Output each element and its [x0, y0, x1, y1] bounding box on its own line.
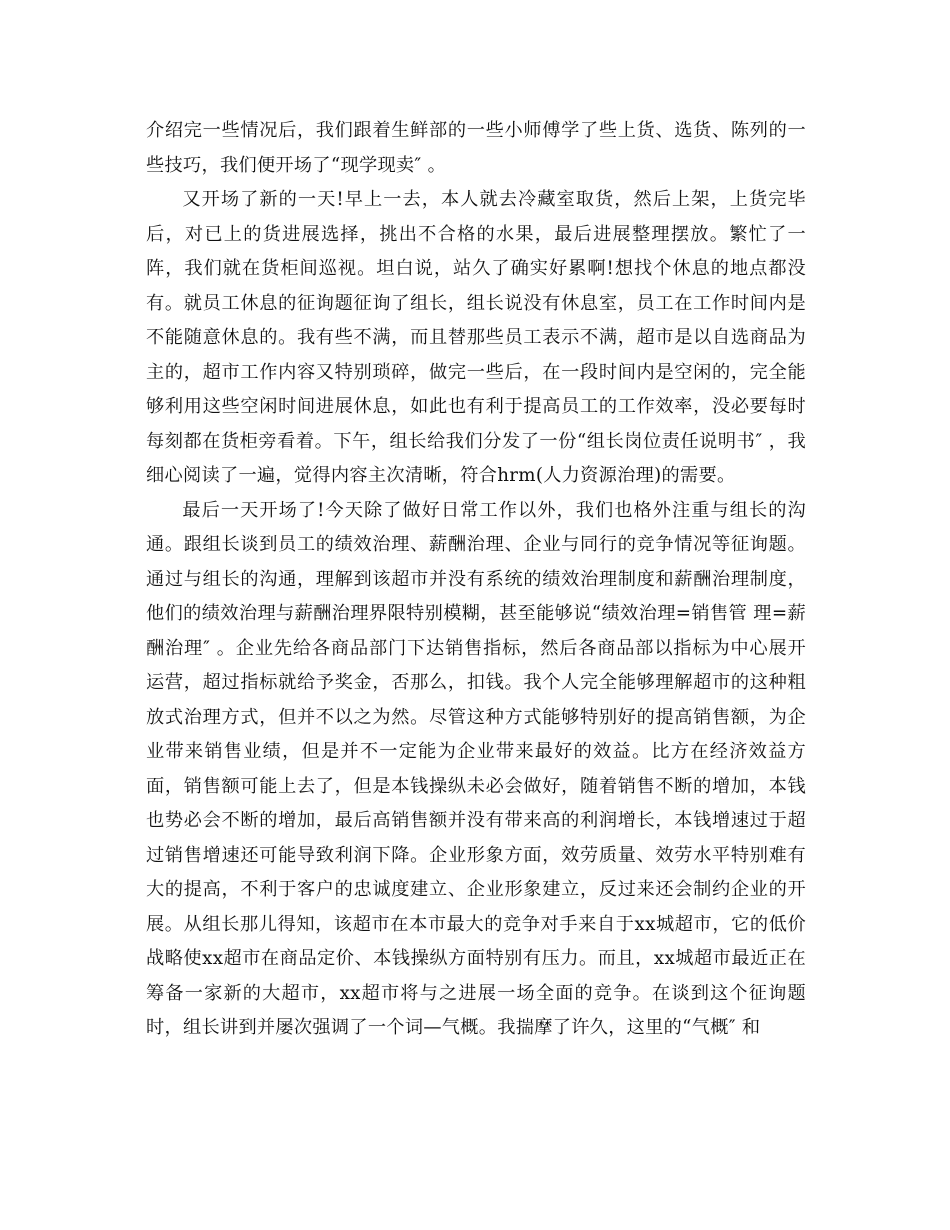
paragraph-2: 又开场了新的一天!早上一去，本人就去冷藏室取货，然后上架，上货完毕后，对已上的货进展选择，挑出不合格的水果，最后进展整理摆放。繁忙了一阵，我们就在货柜间巡视。坦白说，站久了确实好累啊!想找个休息的地点都没有。就员工休息的征询题征询了组长，组长说没有休息室，员工在工作时间内是不能随意休息的。我有些不满，而且替那些员工表示不满，超市是以自选商品为主的，超市工作内容又特别琐碎，做完一些后，在一段时间内是空闲的，完全能够利用这些空闲时间进展休息，如此也有利于提高员工的工作效率，没必要每时每刻都在货柜旁看着。下午，组长给我们分发了一份“组长岗位责任说明书″ ，我细心阅读了一遍，觉得内容主次清晰，符合hrm(人力资源治理)的需要。: [146, 189, 806, 486]
paragraph-1: 介绍完一些情况后，我们跟着生鲜部的一些小师傅学了些上货、选货、陈列的一些技巧，我们便开场了“现学现卖″ 。: [146, 120, 806, 176]
paragraph-3: 最后一天开场了!今天除了做好日常工作以外，我们也格外注重与组长的沟通。跟组长谈到员工的绩效治理、薪酬治理、企业与同行的竞争情况等征询题。通过与组长的沟通，理解到该超市并没有系统的绩效治理制度和薪酬治理制度，他们的绩效治理与薪酬治理界限特别模糊，甚至能够说“绩效治理=销售管 理=薪酬治理″ 。企业先给各商品部门下达销售指标，然后各商品部以指标为中心展开运营，超过指标就给予奖金，否那么，扣钱。我个人完全能够理解超市的这种粗放式治理方式，但并不以之为然。尽管这种方式能够特别好的提高销售额，为企业带来销售业绩，但是并不一定能为企业带来最好的效益。比方在经济效益方面，销售额可能上去了，但是本钱操纵未必会做好，随着销售不断的增加，本钱也势必会不断的增加，最后高销售额并没有带来高的利润增长，本钱增速过于超过销售增速还可能导致利润下降。企业形象方面，效劳质量、效劳水平特别难有大的提高，不利于客户的忠诚度建立、企业形象建立，反过来还会制约企业的开展。从组长那儿得知，该超市在本市最大的竞争对手来自于xx城超市，它的低价战略使xx超市在商品定价、本钱操纵方面特别有压力。而且，xx城超市最近正在筹备一家新的大超市，xx超市将与之进展一场全面的竞争。在谈到这个征询题时，组长讲到并屡次强调了一个词—气概。我揣摩了许久，这里的“气概″ 和: [146, 499, 806, 1038]
document-body: [146, 114, 806, 1046]
